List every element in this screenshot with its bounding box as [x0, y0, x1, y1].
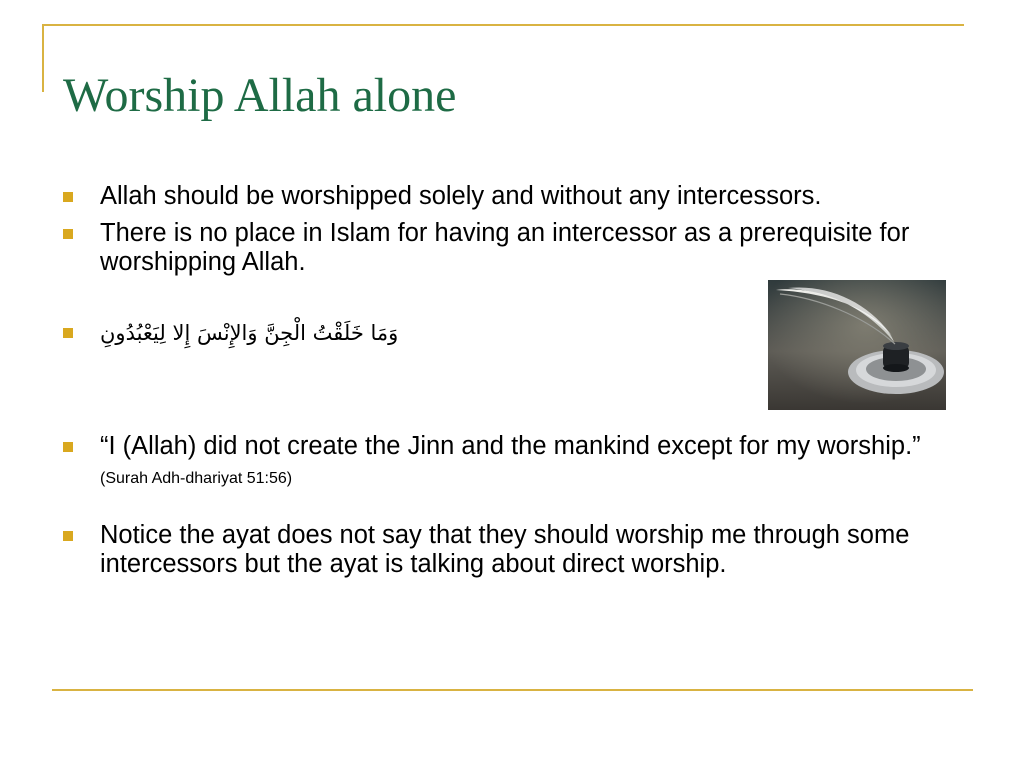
- verse-citation: (Surah Adh-dhariyat 51:56): [100, 470, 293, 487]
- bullet-text: There is no place in Islam for having an intercessor as a prerequisite for worshipping Allah.: [100, 219, 910, 276]
- frame-top-line: [42, 24, 964, 26]
- bullet-marker-icon: [63, 229, 73, 239]
- bullet-item: [63, 521, 943, 579]
- bullet-marker-icon: [63, 328, 73, 338]
- bullet-marker-icon: [63, 192, 73, 202]
- bullet-text: Notice the ayat does not say that they should worship me through some intercessors but the ayat is talking about direct worship.: [100, 521, 910, 578]
- bullet-marker-icon: [63, 531, 73, 541]
- arabic-verse: وَمَا خَلَقْتُ الْجِنَّ وَالإِنْسَ إِلا لِيَعْبُدُونِ: [100, 321, 399, 345]
- bullet-marker-icon: [63, 442, 73, 452]
- bullet-item: [63, 432, 943, 493]
- bullet-text: Allah should be worshipped solely and without any intercessors.: [100, 182, 822, 210]
- verse-translation: “I (Allah) did not create the Jinn and the mankind except for my worship.”: [100, 432, 921, 460]
- quill-inkwell-photo: [768, 280, 946, 410]
- bullet-item: [63, 219, 943, 277]
- frame-bottom-line: [52, 689, 973, 691]
- slide-title: Worship Allah alone: [63, 69, 457, 122]
- bullet-item: [63, 182, 943, 211]
- quill-inkwell-illustration: [768, 280, 946, 410]
- bullet-text: [100, 432, 943, 493]
- frame-left-line: [42, 24, 44, 92]
